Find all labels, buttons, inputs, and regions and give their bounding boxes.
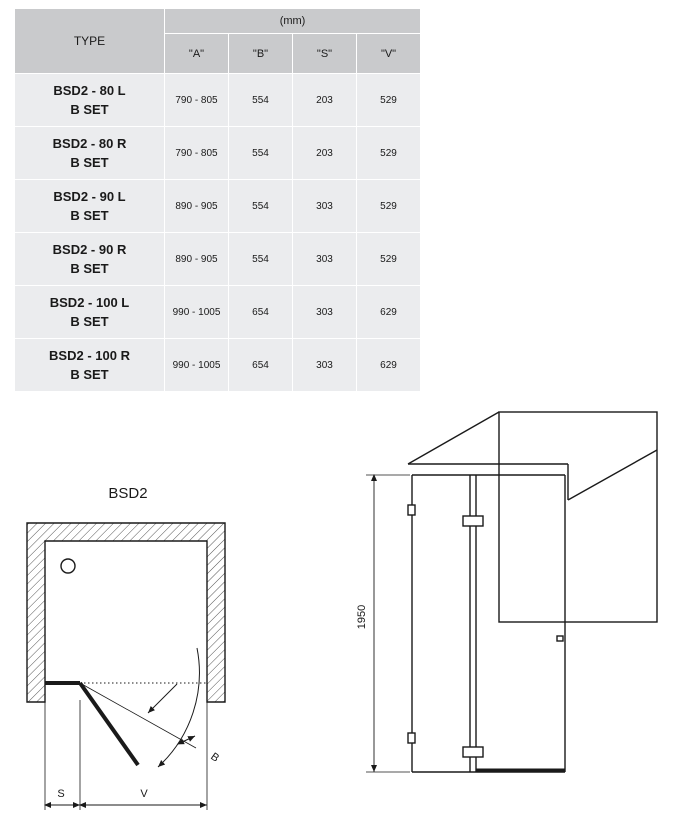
dimension-s-cell: 303: [293, 233, 357, 286]
type-name: B SET: [70, 102, 109, 117]
dimension-v-cell: 629: [357, 286, 421, 339]
wall-hinge-bottom: [408, 733, 415, 743]
type-name: B SET: [70, 367, 109, 382]
dimension-s-label: S: [57, 788, 65, 800]
type-name: BSD2 - 80 L: [53, 83, 126, 98]
dimension-a-cell: 990 - 1005: [165, 286, 229, 339]
back-wall: [499, 412, 657, 622]
drain-icon: [61, 559, 75, 573]
dimension-a-cell: 890 - 905: [165, 233, 229, 286]
dimension-b-label: B: [208, 750, 222, 765]
dimension-a-cell: 890 - 905: [165, 180, 229, 233]
door-swing-arc: [158, 648, 199, 767]
wall-edge: [408, 412, 499, 464]
dim-header-a: "A": [165, 34, 229, 74]
dimension-b-cell: 554: [229, 127, 293, 180]
type-name: B SET: [70, 261, 109, 276]
dimension-v-cell: 529: [357, 180, 421, 233]
dimension-v-cell: 629: [357, 339, 421, 392]
dimension-v-cell: 529: [357, 74, 421, 127]
type-name: B SET: [70, 208, 109, 223]
type-name: B SET: [70, 314, 109, 329]
type-name: B SET: [70, 155, 109, 170]
dimension-v-label: V: [140, 788, 148, 800]
dimension-s-cell: 203: [293, 74, 357, 127]
type-name: BSD2 - 80 R: [52, 136, 127, 151]
dimension-a-cell: 790 - 805: [165, 127, 229, 180]
dimension-s-cell: 303: [293, 339, 357, 392]
dim-header-s: "S": [293, 34, 357, 74]
dimension-a-cell: 990 - 1005: [165, 339, 229, 392]
glass-hinge-bottom: [463, 747, 483, 757]
door-handle-icon: [557, 636, 563, 641]
dimension-b-cell: 654: [229, 339, 293, 392]
dimension-b-line: [80, 683, 196, 748]
plan-view-title: BSD2: [108, 485, 148, 502]
wall-hinge-top: [408, 505, 415, 515]
dimension-s-cell: 203: [293, 127, 357, 180]
elevation-view: [366, 412, 657, 772]
type-name: BSD2 - 100 L: [49, 295, 130, 310]
height-dimension-label: 1950: [356, 604, 368, 630]
plan-view: [27, 485, 225, 810]
dimension-b-cell: 554: [229, 233, 293, 286]
plan-wall: [27, 523, 225, 702]
dimension-b-cell: 554: [229, 74, 293, 127]
type-name: BSD2 - 90 R: [52, 242, 127, 257]
dimension-s-cell: 303: [293, 286, 357, 339]
dimension-a-cell: 790 - 805: [165, 74, 229, 127]
unit-header: (mm): [165, 9, 421, 34]
dim-header-v: "V": [357, 34, 421, 74]
swing-direction-arrow: [148, 684, 177, 713]
wall-edge: [568, 450, 657, 500]
dimension-s-cell: 303: [293, 180, 357, 233]
dimension-v-cell: 529: [357, 127, 421, 180]
dimension-b-cell: 654: [229, 286, 293, 339]
type-name: BSD2 - 100 R: [49, 348, 130, 363]
open-door-leaf: [80, 683, 138, 765]
type-column-header: TYPE: [15, 9, 165, 74]
glass-hinge-top: [463, 516, 483, 526]
dimension-b-cell: 554: [229, 180, 293, 233]
dim-header-b: "B": [229, 34, 293, 74]
type-name: BSD2 - 90 L: [53, 189, 126, 204]
dimension-v-cell: 529: [357, 233, 421, 286]
